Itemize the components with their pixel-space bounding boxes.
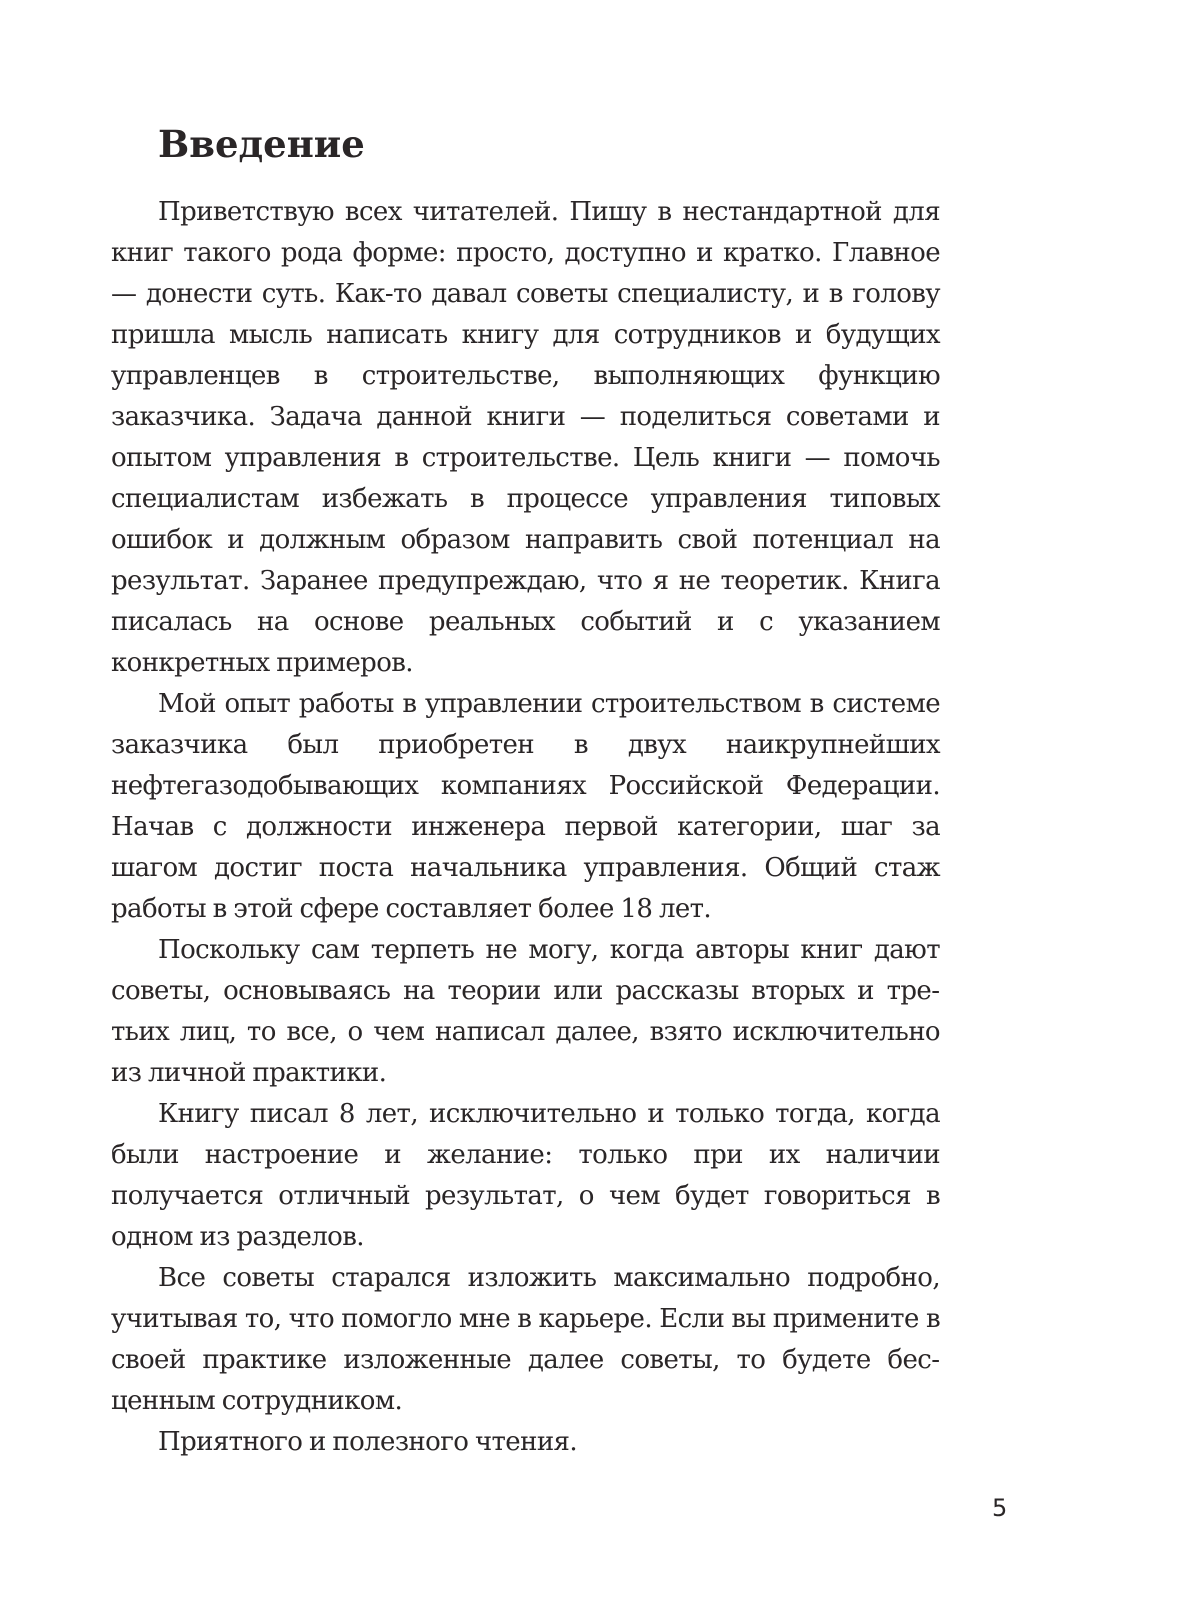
page-number: 5	[992, 1494, 1008, 1522]
chapter-body	[111, 192, 940, 1463]
paragraph: Все советы старался изложить максимально подробно, учитывая то, что помогло мне в карьере. Если вы примените в своей практике изложенные далее советы, то будете бесценным сотрудником.	[111, 1263, 940, 1416]
paragraph: Приветствую всех читателей. Пишу в нестандартной для книг такого рода форме: просто, доступно и кратко. Главное — донести суть. Как-то давал советы специалисту, и в голову пришла мысль написать книгу для сотрудников и будущих управленцев в строительстве, выполняющих функцию заказчика. Задача данной книги — поделиться советами и опытом управления в строительстве. Цель книги — помочь специалистам избежать в процессе управления типовых ошибок и должным образом направить свой потенциал на результат. Заранее предупреждаю, что я не теоретик. Книга писалась на основе реальных событий и с указанием конкретных примеров.	[111, 197, 940, 678]
chapter-title: Введение	[158, 122, 365, 166]
paragraph: Приятного и полезного чтения.	[158, 1427, 578, 1457]
paragraph: Книгу писал 8 лет, исключительно и только тогда, когда были настроение и желание: только при их наличии получается отличный результат, о чем будет говориться в одном из разделов.	[111, 1099, 940, 1252]
paragraph: Поскольку сам терпеть не могу, когда авторы книг дают советы, основываясь на теории или рассказы вторых и третьих лиц, то все, о чем написал далее, взято исключительно из личной практики.	[111, 935, 940, 1088]
paragraph: Мой опыт работы в управлении строительством в системе заказчика был приобретен в двух наикрупнейших нефтегазодобывающих компаниях Российской Федерации. Начав с должности инженера первой категории, шаг за шагом достиг поста начальника управления. Общий стаж работы в этой сфере составляет более 18 лет.	[111, 689, 940, 924]
